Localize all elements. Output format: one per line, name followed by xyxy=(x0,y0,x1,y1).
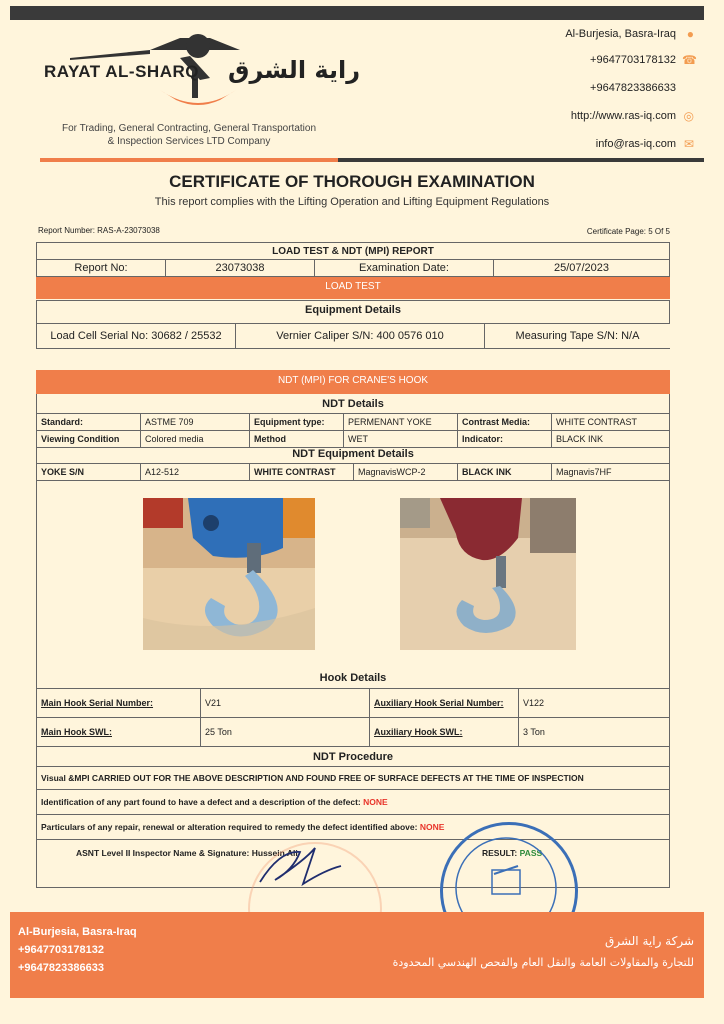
phone-icon: ☎ xyxy=(682,53,697,68)
exam-date-label: Examination Date: xyxy=(315,260,494,277)
main-swl-value: 25 Ton xyxy=(201,718,370,747)
repair-value: NONE xyxy=(419,822,445,832)
load-cell-serial: Load Cell Serial No: 30682 / 25532 xyxy=(37,324,236,349)
contact-email[interactable]: info@ras-iq.com ✉ xyxy=(595,137,694,152)
ndt-equipment-table xyxy=(36,463,670,481)
contact-address: Al-Burjesia, Basra-Iraq ● xyxy=(565,27,694,42)
procedure-line1: Visual &MPI CARRIED OUT FOR THE ABOVE DESCRIPTION AND FOUND FREE OF SURFACE DEFECTS AT THE TIME OF INSPECTION xyxy=(37,767,670,790)
main-serial-value: V21 xyxy=(201,689,370,718)
vernier-serial: Vernier Caliper S/N: 400 0576 010 xyxy=(236,324,485,349)
ndt-band: NDT (MPI) FOR CRANE'S HOOK xyxy=(36,370,670,394)
contrast-media-value: WHITE CONTRAST xyxy=(552,414,670,431)
company-name-ar: راية الشرق xyxy=(228,56,361,84)
top-bar xyxy=(10,6,704,20)
standard-label: Standard: xyxy=(37,414,141,431)
auxiliary-hook-photo xyxy=(400,498,576,650)
contact-website[interactable]: http://www.ras-iq.com ◎ xyxy=(570,109,694,124)
footer-phone2: +9647823386633 xyxy=(18,962,104,974)
black-ink-value: Magnavis7HF xyxy=(552,464,670,481)
ndt-details-table xyxy=(36,413,670,448)
white-contrast-value: MagnavisWCP-2 xyxy=(354,464,458,481)
inspector-name: Hussein Ali xyxy=(251,848,298,858)
certificate-title: CERTIFICATE OF THOROUGH EXAMINATION xyxy=(169,172,535,191)
yoke-label: YOKE S/N xyxy=(37,464,141,481)
globe-icon: ◎ xyxy=(683,109,694,124)
equipment-table xyxy=(36,323,670,349)
envelope-icon: ✉ xyxy=(683,137,694,152)
location-pin-icon: ● xyxy=(686,27,694,42)
result-value: PASS xyxy=(519,848,543,858)
load-test-band: LOAD TEST xyxy=(36,277,670,299)
hook-details-table xyxy=(36,688,670,747)
ndt-equipment-title: NDT Equipment Details xyxy=(292,448,414,460)
report-heading: LOAD TEST & NDT (MPI) REPORT xyxy=(37,243,670,260)
aux-serial-label: Auxiliary Hook Serial Number: xyxy=(374,698,504,708)
ndt-procedure-title: NDT Procedure xyxy=(312,751,394,763)
footer-phone1: +9647703178132 xyxy=(18,944,104,956)
defect-value: NONE xyxy=(363,797,388,807)
contact-phone2: +9647823386633 xyxy=(590,82,676,94)
procedure-table xyxy=(36,766,670,840)
report-header-table xyxy=(36,242,670,277)
aux-swl-value: 3 Ton xyxy=(519,718,670,747)
footer-address: Al-Burjesia, Basra-Iraq xyxy=(18,926,137,938)
equipment-type-label: Equipment type: xyxy=(250,414,344,431)
main-hook-photo xyxy=(143,498,315,650)
footer xyxy=(10,912,704,998)
company-tagline xyxy=(44,122,334,148)
main-swl-label: Main Hook SWL: xyxy=(41,727,112,737)
header-rule-dark xyxy=(338,158,704,162)
procedure-line2: Identification of any part found to have a defect and a description of the defect: NONE xyxy=(37,790,670,815)
main-serial-label: Main Hook Serial Number: xyxy=(41,698,154,708)
result-label: RESULT: xyxy=(482,848,518,858)
yoke-value: A12-512 xyxy=(141,464,250,481)
footer-ar-line1: شركة راية الشرق xyxy=(605,934,694,948)
report-no-label: Report No: xyxy=(37,260,166,277)
white-contrast-label: WHITE CONTRAST xyxy=(250,464,354,481)
ndt-details-title: NDT Details xyxy=(322,398,384,410)
standard-value: ASTME 709 xyxy=(141,414,250,431)
footer-ar-line2: للتجارة والمقاولات العامة والنقل العام والفحص الهندسي المحدودة xyxy=(392,956,694,969)
report-no-value: 23073038 xyxy=(166,260,315,277)
equipment-details-title: Equipment Details xyxy=(305,304,401,316)
hook-details-title: Hook Details xyxy=(319,672,387,684)
aux-serial-value: V122 xyxy=(519,689,670,718)
black-ink-label: BLACK INK xyxy=(458,464,552,481)
tape-serial: Measuring Tape S/N: N/A xyxy=(485,324,671,349)
certificate-page: Certificate Page: 5 Of 5 xyxy=(586,227,670,236)
certificate-subtitle: This report complies with the Lifting Operation and Lifting Equipment Regulations xyxy=(154,196,550,208)
contact-phone1: +9647703178132 ☎ xyxy=(590,53,697,68)
contrast-media-label: Contrast Media: xyxy=(458,414,552,431)
inspector-label: ASNT Level II Inspector Name & Signature: xyxy=(76,848,250,858)
company-name-en: RAYAT AL-SHARQ xyxy=(44,62,199,81)
indicator-value: BLACK INK xyxy=(552,431,670,448)
method-label: Method xyxy=(250,431,344,448)
tagline-line2: & Inspection Services LTD Company xyxy=(107,136,271,147)
tagline-line1: For Trading, General Contracting, General Transportation xyxy=(61,123,317,134)
report-number: Report Number: RAS-A-23073038 xyxy=(38,226,160,235)
exam-date-value: 25/07/2023 xyxy=(494,260,670,277)
header-rule-orange xyxy=(40,158,338,162)
equipment-type-value: PERMENANT YOKE xyxy=(344,414,458,431)
method-value: WET xyxy=(344,431,458,448)
viewing-value: Colored media xyxy=(141,431,250,448)
viewing-label: Viewing Condition xyxy=(37,431,141,448)
procedure-line3: Particulars of any repair, renewal or alteration required to remedy the defect identified above: NONE xyxy=(37,815,670,840)
aux-swl-label: Auxiliary Hook SWL: xyxy=(374,727,463,737)
indicator-label: Indicator: xyxy=(458,431,552,448)
